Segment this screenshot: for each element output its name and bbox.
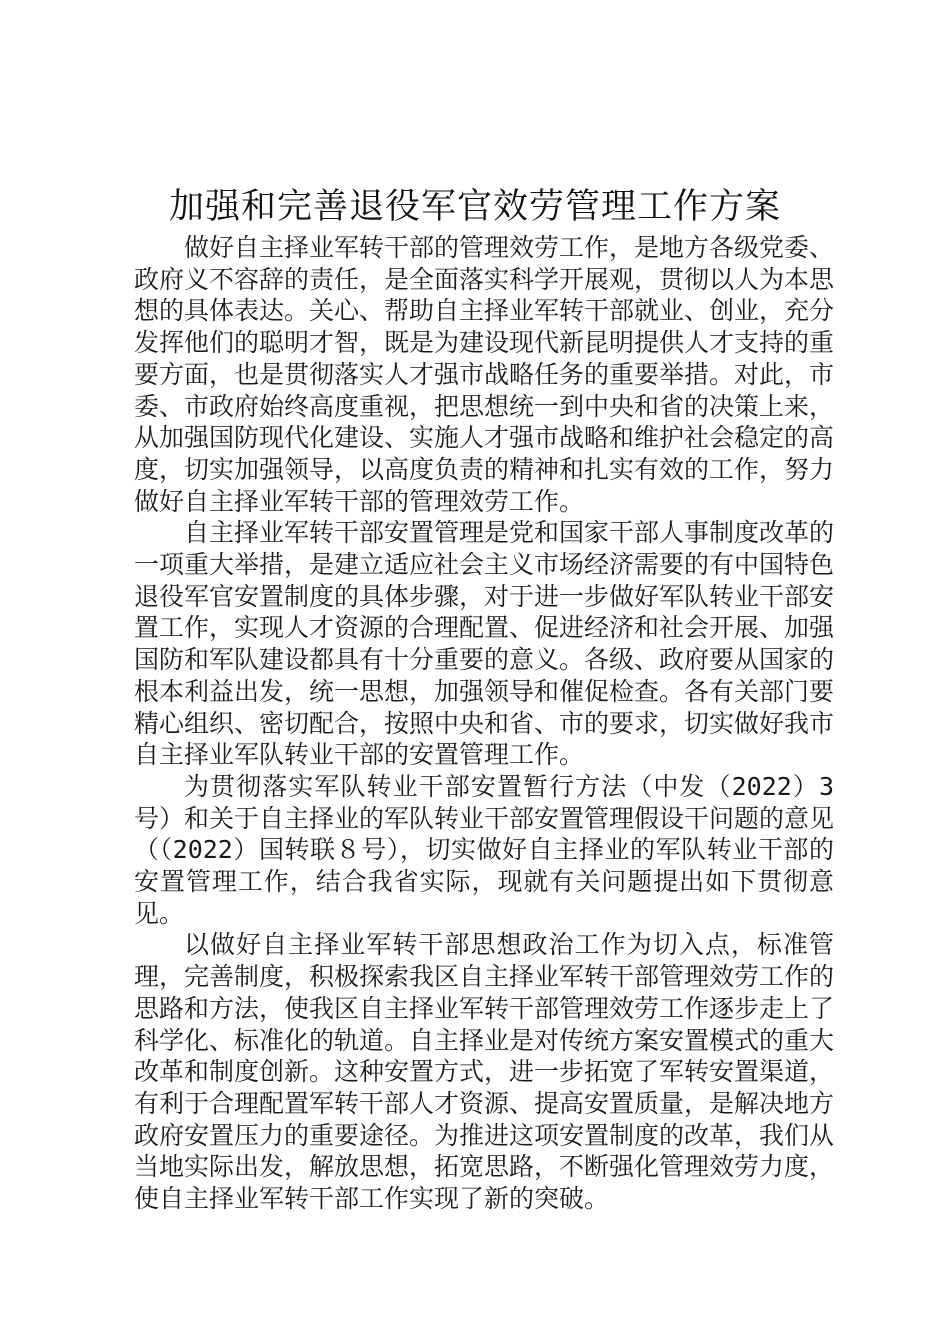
document-title: 加强和完善退役军官效劳管理工作方案 <box>168 187 781 227</box>
document-body <box>134 232 834 1215</box>
body-paragraph: 做好自主择业军转干部的管理效劳工作，是地方各级党委、政府义不容辞的责任，是全面落实科学开展观，贯彻以人为本思想的具体表达。关心、帮助自主择业军转干部就业、创业，充分发挥他们的聪明才智，既是为建设现代新昆明提供人才支持的重要方面，也是贯彻落实人才强市战略任务的重要举措。对此，市委、市政府始终高度重视，把思想统一到中央和省的决策上来，从加强国防现代化建设、实施人才强市战略和维护社会稳定的高度，切实加强领导，以高度负责的精神和扎实有效的工作，努力做好自主择业军转干部的管理效劳工作。 <box>134 233 835 516</box>
body-paragraph: 为贯彻落实军队转业干部安置暂行方法（中发（2022）3号）和关于自主择业的军队转业干部安置管理假设干问题的意见（（2022）国转联８号），切实做好自主择业的军队转业干部的安置管理工作，结合我省实际，现就有关问题提出如下贯彻意见。 <box>134 771 835 928</box>
body-paragraph: 以做好自主择业军转干部思想政治工作为切入点，标准管理，完善制度，积极探索我区自主择业军转干部管理效劳工作的思路和方法，使我区自主择业军转干部管理效劳工作逐步走上了科学化、标准化的轨道。自主择业是对传统方案安置模式的重大改革和制度创新。这种安置方式，进一步拓宽了军转安置渠道，有利于合理配置军转干部人才资源、提高安置质量，是解决地方政府安置压力的重要途径。为推进这项安置制度的改革，我们从当地实际出发，解放思想，拓宽思路，不断强化管理效劳力度，使自主择业军转干部工作实现了新的突破。 <box>134 930 835 1214</box>
body-paragraph: 自主择业军转干部安置管理是党和国家干部人事制度改革的一项重大举措，是建立适应社会主义市场经济需要的有中国特色退役军官安置制度的具体步骤，对于进一步做好军队转业干部安置工作，实现人才资源的合理配置、促进经济和社会开展、加强国防和军队建设都具有十分重要的意义。各级、政府要从国家的根本利益出发，统一思想，加强领导和催促检查。各有关部门要精心组织、密切配合，按照中央和省、市的要求，切实做好我市自主择业军队转业干部的安置管理工作。 <box>134 518 835 770</box>
